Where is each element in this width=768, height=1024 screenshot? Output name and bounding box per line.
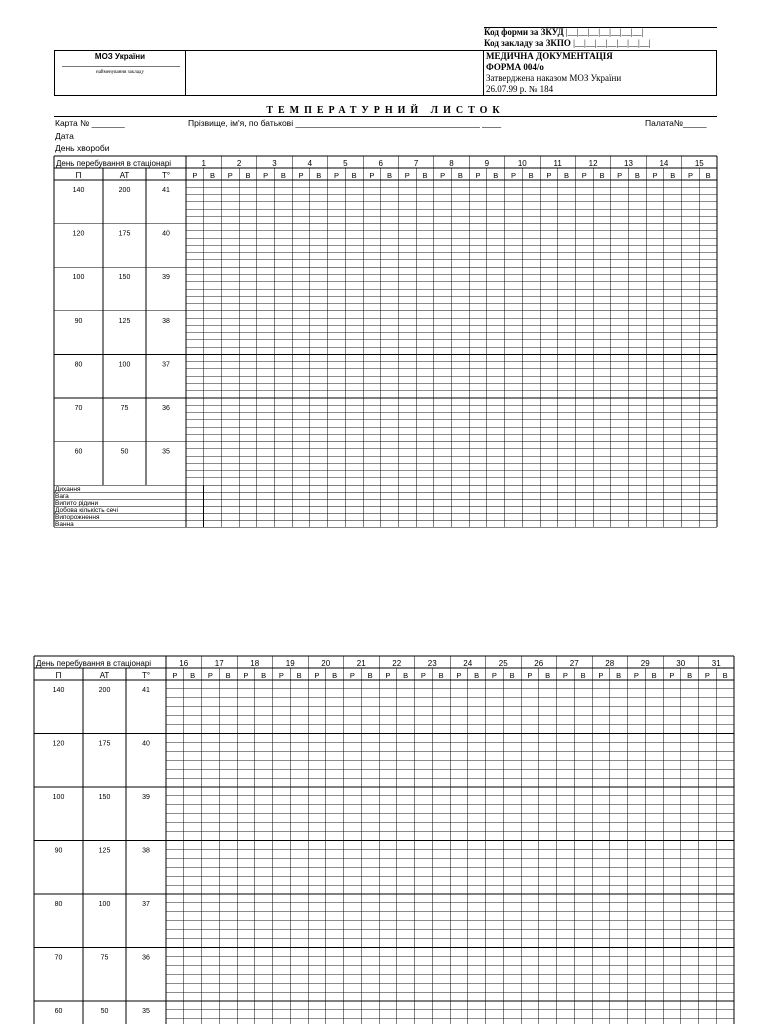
p2-day-number-16: 16 [179, 659, 189, 668]
p1-day-number-10: 10 [517, 159, 527, 168]
p1-temp-scale-41: 41 [162, 187, 170, 194]
p2-day-number-27: 27 [569, 659, 579, 668]
p2-morning-label: Р [598, 671, 604, 680]
p2-bp-scale-75: 75 [100, 954, 109, 962]
p1-temp-scale-39: 39 [162, 274, 170, 282]
p1-bottom-row-label: Ванна [55, 521, 74, 529]
p2-col-t-header: Т° [141, 671, 151, 680]
p2-day-number-18: 18 [250, 659, 260, 668]
p1-day-number-1: 1 [201, 159, 206, 168]
p2-evening-label: В [190, 671, 196, 680]
p1-evening-label: В [316, 171, 322, 180]
form-codes: Код форми за ЗКУД |__|__|__|__|__|__|__| Код закладу за ЗКПО |__|__|__|__|__|__|__| [484, 27, 651, 48]
p2-morning-label: Р [207, 671, 213, 680]
p1-day-number-12: 12 [588, 159, 598, 168]
p1-col-t-header: Т° [161, 171, 171, 180]
p2-day-number-19: 19 [285, 659, 295, 668]
p1-day-number-5: 5 [343, 159, 348, 168]
p1-stay-day-label: День перебування в стаціонарі [56, 159, 172, 168]
p1-morning-label: Р [227, 171, 233, 180]
p1-evening-label: В [422, 171, 428, 180]
p2-day-number-30: 30 [676, 659, 686, 668]
p1-bottom-row-label: Дихання [55, 486, 81, 494]
p1-bottom-row-label: Випито рідини [55, 500, 99, 508]
p1-day-number-2: 2 [236, 159, 242, 168]
p2-pulse-scale-90: 90 [54, 847, 63, 855]
p2-pulse-scale-120: 120 [52, 740, 65, 748]
p1-evening-label: В [387, 171, 393, 180]
p2-day-number-22: 22 [392, 659, 402, 668]
p2-morning-label: Р [456, 671, 462, 680]
p1-day-number-11: 11 [553, 159, 562, 168]
p1-day-number-14: 14 [659, 159, 669, 168]
p1-pulse-scale-120: 120 [72, 230, 85, 238]
p1-pulse-scale-140: 140 [72, 187, 85, 194]
p1-evening-label: В [528, 171, 534, 180]
ward-field: Палата№_____ [645, 118, 707, 128]
p2-evening-label: В [545, 671, 551, 680]
p1-bottom-row-label: Добова кількість сечі [55, 507, 118, 515]
p2-morning-label: Р [172, 671, 178, 680]
patient-name-field: Прізвище, ім'я, по батькові _______________________________________ ____ [188, 118, 502, 128]
p2-bp-scale-50: 50 [100, 1008, 109, 1015]
p2-temp-scale-40: 40 [142, 740, 150, 748]
p2-morning-label: Р [527, 671, 533, 680]
p1-evening-label: В [705, 171, 711, 180]
p2-temp-scale-36: 36 [142, 954, 150, 962]
p2-pulse-scale-70: 70 [54, 954, 63, 962]
p1-day-number-4: 4 [307, 159, 313, 168]
p1-evening-label: В [599, 171, 605, 180]
p1-evening-label: В [457, 171, 463, 180]
p1-bottom-row-label: Вага [55, 493, 69, 501]
p1-morning-label: Р [298, 171, 304, 180]
p1-day-number-9: 9 [484, 159, 490, 168]
p2-evening-label: В [509, 671, 515, 680]
p2-day-number-24: 24 [463, 659, 473, 668]
p1-morning-label: Р [687, 171, 693, 180]
p2-morning-label: Р [562, 671, 568, 680]
p1-col-p-header: П [75, 171, 82, 180]
p1-day-number-7: 7 [413, 159, 419, 168]
p1-bp-scale-75: 75 [120, 405, 129, 412]
p2-morning-label: Р [243, 671, 249, 680]
p2-evening-label: В [580, 671, 586, 680]
p2-day-number-23: 23 [427, 659, 437, 668]
card-field: Карта № _______ [55, 118, 125, 128]
form-number: ФОРМА 004/о [486, 62, 544, 72]
p2-col-p-header: П [55, 671, 62, 680]
p2-pulse-scale-60: 60 [54, 1008, 63, 1015]
p2-bp-scale-125: 125 [98, 847, 111, 855]
p1-day-number-13: 13 [624, 159, 633, 168]
disease-day-label: День хвороби [55, 143, 110, 153]
p2-morning-label: Р [385, 671, 391, 680]
p1-morning-label: Р [192, 171, 198, 180]
p2-bp-scale-150: 150 [98, 794, 111, 801]
p2-temp-scale-37: 37 [142, 901, 150, 908]
p2-morning-label: Р [278, 671, 284, 680]
p2-day-number-26: 26 [534, 659, 544, 668]
p2-evening-label: В [687, 671, 693, 680]
p2-day-number-17: 17 [214, 659, 224, 668]
p2-evening-label: В [616, 671, 622, 680]
p1-morning-label: Р [546, 171, 552, 180]
p1-pulse-scale-70: 70 [74, 405, 83, 412]
p1-bp-scale-150: 150 [118, 274, 131, 282]
p1-morning-label: Р [404, 171, 410, 180]
p1-morning-label: Р [333, 171, 339, 180]
p2-evening-label: В [261, 671, 267, 680]
p2-evening-label: В [296, 671, 302, 680]
p1-evening-label: В [245, 171, 251, 180]
p2-evening-label: В [225, 671, 231, 680]
p1-col-at-header: АТ [119, 171, 130, 180]
p1-day-number-6: 6 [378, 159, 383, 168]
p1-morning-label: Р [617, 171, 623, 180]
p2-morning-label: Р [314, 671, 320, 680]
p2-temp-scale-38: 38 [142, 847, 150, 855]
p2-morning-label: Р [669, 671, 675, 680]
institution-caption: найменування закладу [96, 70, 144, 75]
p1-temp-scale-35: 35 [162, 448, 170, 456]
med-doc-label: МЕДИЧНА ДОКУМЕНТАЦІЯ [486, 51, 613, 61]
p2-evening-label: В [722, 671, 728, 680]
p1-temp-scale-37: 37 [162, 361, 170, 369]
ministry-name: МОЗ України [94, 52, 146, 61]
p1-day-number-15: 15 [694, 159, 704, 168]
p2-day-number-29: 29 [640, 659, 650, 668]
p2-day-number-20: 20 [321, 659, 331, 668]
p2-bp-scale-100: 100 [98, 901, 111, 908]
p1-morning-label: Р [652, 171, 658, 180]
p2-day-number-21: 21 [356, 659, 366, 668]
p2-morning-label: Р [491, 671, 497, 680]
p2-evening-label: В [403, 671, 409, 680]
p1-pulse-scale-80: 80 [74, 361, 83, 369]
p1-bp-scale-175: 175 [118, 230, 131, 238]
p1-evening-label: В [210, 171, 216, 180]
page-title: ТЕМПЕРАТУРНИЙ ЛИСТОК [266, 105, 505, 116]
date-label: Дата [55, 131, 74, 141]
order-label: 26.07.99 р. № 184 [486, 84, 554, 94]
p1-bp-scale-50: 50 [120, 448, 129, 456]
p2-temp-scale-41: 41 [142, 687, 150, 694]
p2-pulse-scale-80: 80 [54, 901, 63, 908]
p1-evening-label: В [280, 171, 286, 180]
p1-evening-label: В [670, 171, 676, 180]
p2-temp-scale-39: 39 [142, 794, 150, 801]
p1-bp-scale-100: 100 [118, 361, 131, 369]
p1-morning-label: Р [369, 171, 375, 180]
p1-temp-scale-38: 38 [162, 317, 170, 325]
p1-evening-label: В [564, 171, 570, 180]
p1-day-number-8: 8 [449, 159, 454, 168]
p2-morning-label: Р [349, 671, 355, 680]
p2-evening-label: В [367, 671, 373, 680]
p2-day-number-31: 31 [711, 659, 721, 668]
p1-pulse-scale-60: 60 [74, 448, 83, 456]
p2-morning-label: Р [420, 671, 426, 680]
p1-morning-label: Р [510, 171, 516, 180]
p1-temp-scale-36: 36 [162, 405, 170, 412]
p2-pulse-scale-100: 100 [52, 794, 65, 801]
p1-bp-scale-125: 125 [118, 317, 131, 325]
p1-temp-scale-40: 40 [162, 230, 170, 238]
p2-evening-label: В [332, 671, 338, 680]
p1-bottom-row-label: Випорожнення [55, 514, 100, 522]
p2-evening-label: В [651, 671, 657, 680]
p1-morning-label: Р [581, 171, 587, 180]
p2-bp-scale-200: 200 [98, 687, 111, 694]
approved-label: Затверджена наказом МОЗ України [486, 73, 622, 83]
p1-day-number-3: 3 [272, 159, 277, 168]
p2-morning-label: Р [633, 671, 639, 680]
p2-pulse-scale-140: 140 [52, 687, 65, 694]
p1-pulse-scale-90: 90 [74, 317, 83, 325]
p2-col-at-header: АТ [99, 671, 110, 680]
code-zkud-label: Код форми за ЗКУД [484, 27, 564, 37]
p2-morning-label: Р [704, 671, 710, 680]
p1-evening-label: В [351, 171, 357, 180]
p1-bp-scale-200: 200 [118, 187, 131, 194]
p1-evening-label: В [634, 171, 640, 180]
p1-morning-label: Р [440, 171, 446, 180]
code-zkpo-label: Код закладу за ЗКПО [484, 38, 571, 48]
p1-morning-label: Р [263, 171, 269, 180]
p2-evening-label: В [438, 671, 444, 680]
p2-temp-scale-35: 35 [142, 1008, 150, 1015]
p2-evening-label: В [474, 671, 480, 680]
p2-day-number-25: 25 [498, 659, 508, 668]
p1-pulse-scale-100: 100 [72, 274, 85, 282]
p1-evening-label: В [493, 171, 499, 180]
p2-day-number-28: 28 [605, 659, 615, 668]
p2-stay-day-label: День перебування в стаціонарі [36, 659, 152, 668]
p1-morning-label: Р [475, 171, 481, 180]
p2-bp-scale-175: 175 [98, 740, 111, 748]
